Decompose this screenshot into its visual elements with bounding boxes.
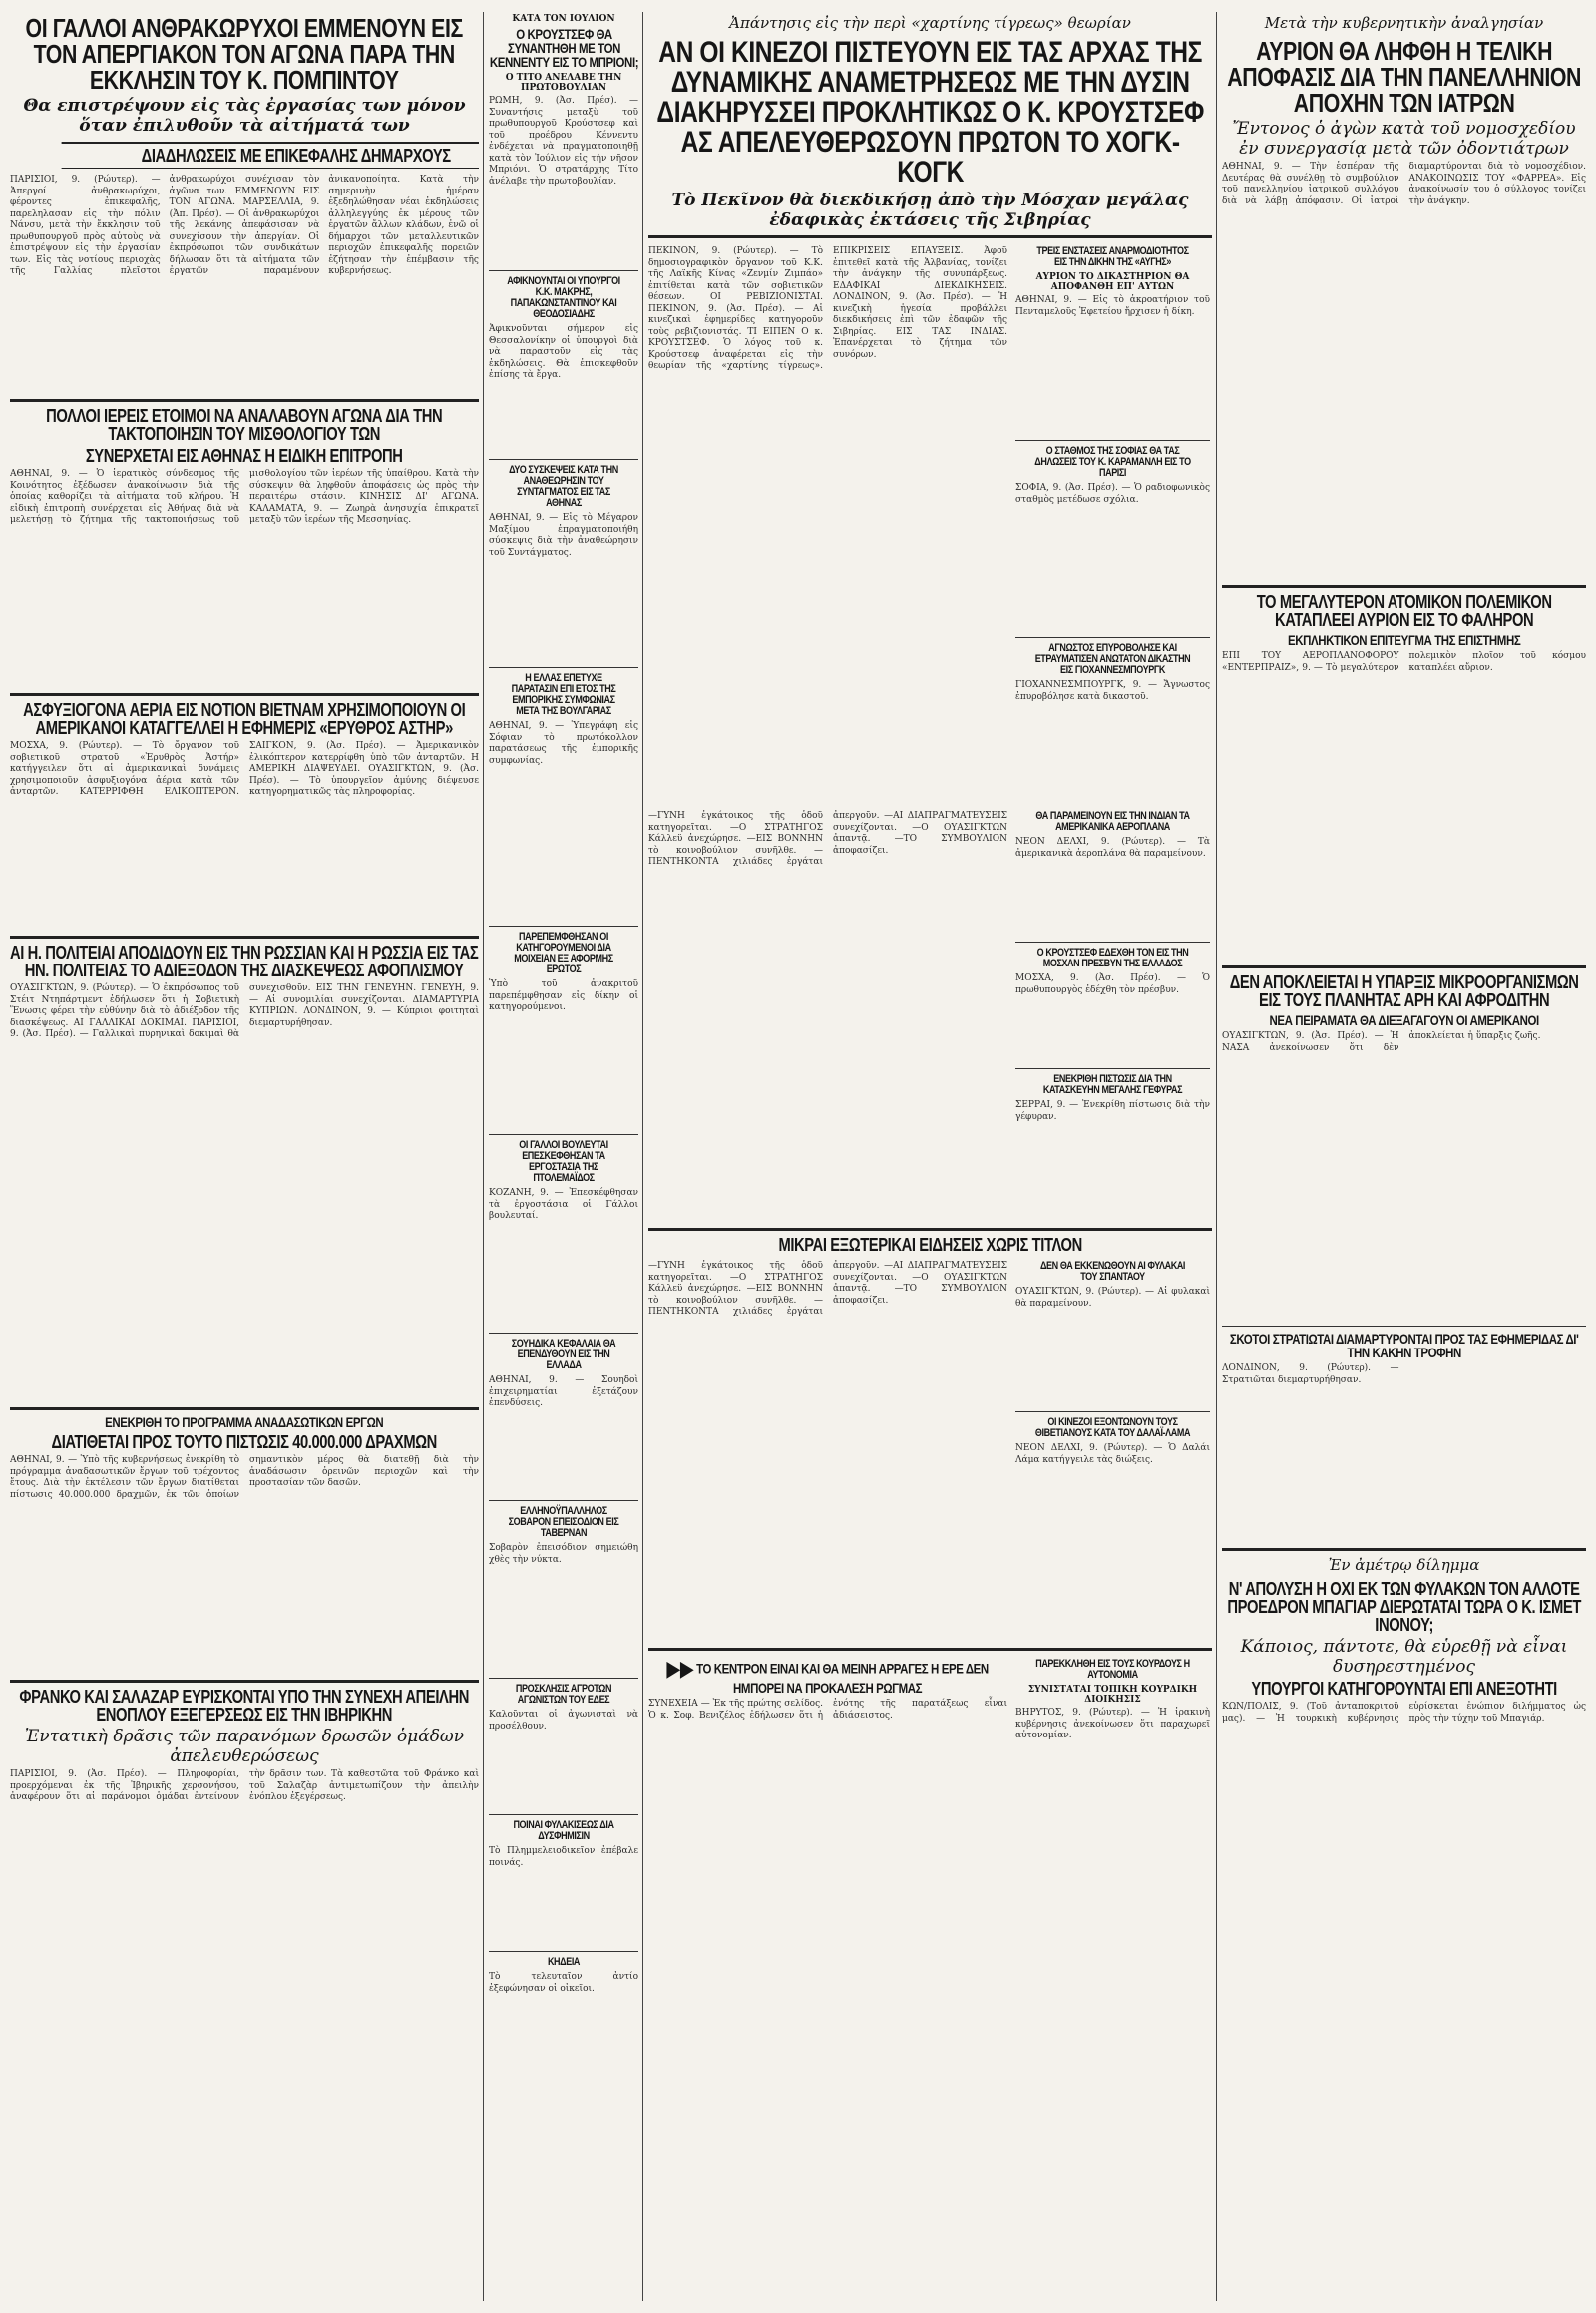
section-rule bbox=[648, 1228, 1212, 1231]
subhead-coal-miners: Θα επιστρέψουν εἰς τὰς ἐργασίας των μόνον ὅταν ἐπιλυθοῦν τὰ αἰτήματά των bbox=[23, 96, 466, 136]
article-body-doctors: ΑΘΗΝΑΙ, 9. — Τὴν ἑσπέραν τῆς Δευτέρας θὰ συνέλθῃ τὸ συμβούλιον τοῦ πανελληνίου ἰατρικοῦ συλλόγου διὰ νὰ λάβῃ ἀπόφασιν. Οἱ ἰατροὶ διαμαρτύρονται διὰ τὸ νομοσχέδιον. ΑΝΑΚΟΙΝΩΣΙΣ ΤΟΥ «ΦΑΡΡΕΑ». Εἰς ἀνακοίνωσίν του ὁ σύλλογος τονίζει τὴν ἀνάγκην. bbox=[1222, 162, 1586, 206]
headline-french-mps: ΟΙ ΓΑΛΛΟΙ ΒΟΥΛΕΥΤΑΙ ΕΠΕΣΚΕΦΘΗΣΑΝ ΤΑ ΕΡΓΟΣΤΑΣΙΑ ΤΗΣ ΠΤΟΛΕΜΑΪΔΟΣ bbox=[519, 1139, 608, 1184]
headline-short-foreign-news: ΜΙΚΡΑΙ ΕΞΩΤΕΡΙΚΑΙ ΕΙΔΗΣΕΙΣ ΧΩΡΙΣ ΤΙΤΛΟΝ bbox=[778, 1235, 1082, 1256]
article-body-defamation: Τὸ Πλημμελειοδικεῖον ἐπέβαλε ποινάς. bbox=[489, 1846, 638, 1868]
article-rule bbox=[489, 1951, 638, 1952]
subhead-enterprise: ΕΚΠΛΗΚΤΙΚΟΝ ΕΠΙΤΕΥΓΜΑ ΤΗΣ ΕΠΙΣΤΗΜΗΣ bbox=[1287, 632, 1521, 649]
headline-funeral: ΚΗΔΕΙΑ bbox=[547, 1956, 581, 1968]
article-body-franco: ΠΑΡΙΣΙΟΙ, 9. (Ἀσ. Πρέσ). — Πληροφορίαι, προερχόμεναι ἐκ τῆς Ἰβηρικῆς χερσονήσου, ἀναφέρουν ὅτι αἱ παράνομοι ὁμάδαι ἐντείνουν τὴν δρᾶσιν των. Τὰ καθεστῶτα τοῦ Φράνκο καὶ τοῦ Σαλαζὰρ ἀντιμετωπίζουν τὴν ἀπειλὴν ἐνόπλου ἐξεγέρσεως. bbox=[10, 1769, 479, 1803]
article-rule bbox=[489, 1678, 638, 1679]
article-body-french-mps: ΚΟΖΑΝΗ, 9. — Ἐπεσκέφθησαν τὰ ἐργοστάσια οἱ Γάλλοι βουλευταί. bbox=[489, 1188, 638, 1221]
article-body-tibet: ΝΕΟΝ ΔΕΛΧΙ, 9. (Ρώυτερ). — Ὁ Δαλάι Λάμα κατήγγειλε τὰς διώξεις. bbox=[1015, 1443, 1210, 1465]
section-rule bbox=[1222, 965, 1586, 968]
article-rule bbox=[1015, 440, 1210, 441]
headline-defamation: ΠΟΙΝΑΙ ΦΥΛΑΚΙΣΕΩΣ ΔΙΑ ΔΥΣΦΗΜΙΣΙΝ bbox=[513, 1819, 614, 1842]
headline-reforestation: ΕΝΕΚΡΙΘΗ ΤΟ ΠΡΟΓΡΑΜΜΑ ΑΝΑΔΑΣΩΤΙΚΩΝ ΕΡΓΩΝ bbox=[105, 1414, 384, 1431]
middle-row bbox=[648, 808, 1212, 1223]
column-4 bbox=[1222, 12, 1586, 2301]
article-body-bridge: ΣΕΡΡΑΙ, 9. — Ἐνεκρίθη πίστωσις διὰ τὴν γέφυραν. bbox=[1015, 1100, 1210, 1122]
article-body-coal-miners: ΠΑΡΙΣΙΟΙ, 9. (Ρώυτερ). — Ἀπεργοί ἀνθρακωρύχοι, φέροντες ἐπικεφαλῆς, παρεληλασαν εἰς τὴν πόλιν Νάνσυ, μετὰ τὴν ἔκκλησιν τοῦ πρωθυπουργοῦ πρὸς αὐτοὺς νὰ ἐπιστρέψουν εἰς τὴν ἐργασίαν των. Εἰς τὰς νοτίους περιοχὰς τῆς Γαλλίας πλεῖστοι ἀνθρακωρύχοι συνέχισαν τὸν ἀγῶνα των. ΕΜΜΕΝΟΥΝ ΕΙΣ ΤΟΝ ΑΓΩΝΑ. ΜΑΡΣΕΛΛΙΑ, 9. (Ἀπ. Πρέσ). — Οἱ ἀνθρακωρύχοι τῆς λεκάνης ἀπεφάσισαν νὰ συνεχίσουν τὴν ἀπεργίαν. Οἱ ἐκπρόσωποι τῶν συνδικάτων δήλωσαν ὅτι τὰ αἰτήματα τῶν ἐργατῶν παραμένουν ἀνικανοποίητα. Κατὰ τὴν σημερινὴν ἡμέραν ἐξεδηλώθησαν νέαι ἐκδηλώσεις ἀλληλεγγύης ἐκ μέρους τῶν ἐργατῶν ἄλλων κλάδων, ἐνῶ οἱ δήμαρχοι τῶν μεταλλευτικῶν περιοχῶν ἐπικεφαλῆς πορειῶν ἐζήτησαν τὴν ἐπέμβασιν τῆς κυβερνήσεως. bbox=[10, 175, 479, 277]
subhead-franco-salazar: Ἐντατικὴ δρᾶσις τῶν παρανόμων δρωσῶν ὁμάδων ἀπελευθερώσεως bbox=[24, 1727, 465, 1766]
section-rule bbox=[648, 235, 1212, 238]
column-1 bbox=[10, 12, 479, 2301]
headline-tibet: ΟΙ ΚΙΝΕΖΟΙ ΕΞΟΝΤΩΝΟΥΝ ΤΟΥΣ ΘΙΒΕΤΙΑΝΟΥΣ ΚΑΤΑ ΤΟΥ ΔΑΛΑΪ-ΛΑΜΑ bbox=[1034, 1416, 1191, 1440]
headline-constitution: ΔΥΟ ΣΥΣΚΕΨΕΙΣ ΚΑΤΑ ΤΗΝ ΑΝΑΘΕΩΡΗΣΙΝ ΤΟΥ ΣΥΝΤΑΓΜΑΤΟΣ ΕΙΣ ΤΑΣ ΑΘΗΝΑΣ bbox=[509, 464, 618, 509]
section-rule bbox=[10, 693, 479, 696]
article-rule bbox=[489, 459, 638, 460]
section-rule bbox=[10, 936, 479, 939]
article-rule bbox=[489, 1814, 638, 1815]
arrow-icon: ▶▶ bbox=[666, 1657, 694, 1683]
column-rule bbox=[642, 12, 643, 2301]
section-rule bbox=[1222, 1548, 1586, 1551]
article-body-tavern: Σοβαρὸν ἐπεισόδιον σημειώθη χθὲς τὴν νύκτα. bbox=[489, 1543, 638, 1565]
subhead-mayors: ΔΙΑΔΗΛΩΣΕΙΣ ΜΕ ΕΠΙΚΕΦΑΛΗΣ ΔΗΜΑΡΧΟΥΣ bbox=[62, 142, 479, 169]
subhead-reforestation: ΔΙΑΤΙΘΕΤΑΙ ΠΡΟΣ ΤΟΥΤΟ ΠΙΣΤΩΣΙΣ 40.000.000 ΔΡΑΧΜΩΝ bbox=[51, 1432, 438, 1453]
section-rule bbox=[10, 1407, 479, 1410]
headline-khrushchev-kennedy: Ο ΚΡΟΥΣΤΣΕΦ ΘΑ ΣΥΝΑΝΤΗΘΗ ΜΕ ΤΟΝ ΚΕΝΝΕΝΤΥ ΕΙΣ ΤΟ ΜΠΡΙΟΝΙ; bbox=[489, 26, 638, 70]
article-rule bbox=[489, 667, 638, 668]
headline-ministers: ΑΦΙΚΝΟΥΝΤΑΙ ΟΙ ΥΠΟΥΡΓΟΙ Κ.Κ. ΜΑΚΡΗΣ, ΠΑΠΑΚΩΝΣΤΑΝΤΙΝΟΥ ΚΑΙ ΘΕΟΔΟΣΙΑΔΗΣ bbox=[507, 275, 620, 320]
headline-tavern-incident: ΕΛΛΗΝΟΫΠΑΛΛΗΛΟΣ ΣΟΒΑΡΟΝ ΕΠΕΙΣΟΔΙΟΝ ΕΙΣ ΤΑΒΕΡΝΑΝ bbox=[508, 1505, 619, 1539]
article-body-vietnam: ΜΟΣΧΑ, 9. (Ρώυτερ). — Τὸ ὄργανον τοῦ σοβιετικοῦ στρατοῦ «Ἐρυθρὸς Ἀστήρ» κατήγγειλεν ὅτι αἱ ἀμερικανικαὶ δυνάμεις χρησιμοποιοῦν ἀσφυξιογόνα ἀέρια κατὰ τῶν ἀνταρτῶν. ΚΑΤΕΡΡΙΦΘΗ ΕΛΙΚΟΠΤΕΡΟΝ. ΣΑΙΓΚΟΝ, 9. (Ἀσ. Πρέσ). — Ἀμερικανικὸν ἑλικόπτερον κατερρίφθη ὑπὸ τῶν ἀνταρτῶν. Η ΑΜΕΡΙΚΗ ΔΙΑΨΕΥΔΕΙ. ΟΥΑΣΙΓΚΤΩΝ, 9. (Ἀσ. Πρέσ). — Τὸ ὑπουργεῖον ἀμύνης διέψευσε κατηγορηματικῶς τὰς πληροφορίας. bbox=[10, 741, 479, 798]
article-rule bbox=[1222, 1326, 1586, 1327]
column-rule bbox=[483, 12, 484, 2301]
headline-coal-miners: ΟΙ ΓΑΛΛΟΙ ΑΝΘΡΑΚΩΡΥΧΟΙ ΕΜΜΕΝΟΥΝ ΕΙΣ ΤΟΝ ΑΠΕΡΓΙΑΚΟΝ ΤΟΝ ΑΓΩΝΑ ΠΑΡΑ ΤΗΝ ΕΚΚΛΗΣΙΝ ΤΟΥ Κ. ΠΟΜΠΙΝΤΟΥ bbox=[25, 13, 464, 95]
column-label: ΚΑΤΑ ΤΟΝ ΙΟΥΛΙΟΝ bbox=[512, 14, 615, 24]
article-body-johannesburg: ΓΙΟΧΑΝΝΕΣΜΠΟΥΡΓΚ, 9. — Ἄγνωστος ἐπυροβόλησε κατὰ δικαστοῦ. bbox=[1015, 680, 1210, 702]
headline-vietnam-gas: ΑΣΦΥΞΙΟΓΟΝΑ ΑΕΡΙΑ ΕΙΣ ΝΟΤΙΟΝ ΒΙΕΤΝΑΜ ΧΡΗΣΙΜΟΠΟΙΟΥΝ ΟΙ ΑΜΕΡΙΚΑΝΟΙ ΚΑΤΑΓΓΕΛΛΕΙ Η ΕΦΗΜΕΡΙΣ «ΕΡΥΘΡΟΣ ΑΣΤΗΡ» bbox=[23, 700, 466, 739]
article-rule bbox=[1015, 637, 1210, 638]
bottom-row bbox=[648, 1656, 1212, 1851]
sidebar-stories-2 bbox=[1015, 808, 1210, 1223]
headline-doctors-strike: ΑΥΡΙΟΝ ΘΑ ΛΗΦΘΗ Η ΤΕΛΙΚΗ ΑΠΟΦΑΣΙΣ ΔΙΑ ΤΗΝ ΠΑΝΕΛΛΗΝΙΟΝ ΑΠΟΧΗΝ ΤΩΝ ΙΑΤΡΩΝ bbox=[1227, 36, 1581, 118]
article-rule bbox=[1015, 1068, 1210, 1069]
article-body-inonu: ΚΩΝ/ΠΟΛΙΣ, 9. (Τοῦ ἀνταποκριτοῦ μας). — Ἡ τουρκικὴ κυβέρνησις εὑρίσκεται ἐνώπιον διλήμματος ὡς πρὸς τὴν τύχην τοῦ Μπαγιάρ. bbox=[1222, 1702, 1586, 1724]
headline-mars-venus: ΔΕΝ ΑΠΟΚΛΕΙΕΤΑΙ Η ΥΠΑΡΞΙΣ ΜΙΚΡΟΟΡΓΑΝΙΣΜΩΝ ΕΙΣ ΤΟΥΣ ΠΛΑΝΗΤΑΣ ΑΡΗ ΚΑΙ ΑΦΡΟΔΙΤΗΝ bbox=[1229, 972, 1579, 1011]
section-rule bbox=[648, 1648, 1212, 1651]
article-rule bbox=[1015, 942, 1210, 943]
article-body-ambassador: ΜΟΣΧΑ, 9. (Ἀσ. Πρέσ). — Ὁ πρωθυπουργὸς ἐδέχθη τὸν πρέσβυν. bbox=[1015, 973, 1210, 995]
headline-bridge: ΕΝΕΚΡΙΘΗ ΠΙΣΤΩΣΙΣ ΔΙΑ ΤΗΝ ΚΑΤΑΣΚΕΥΗΝ ΜΕΓΑΛΗΣ ΓΕΦΥΡΑΣ bbox=[1042, 1073, 1183, 1097]
article-body-ministers: Ἀφικνοῦνται σήμερον εἰς Θεσσαλονίκην οἱ ὑπουργοὶ διὰ νὰ παραστοῦν εἰς τὰς ἐκδηλώσεις. Θὰ ἐπισκεφθοῦν ἐπίσης τὰ ἔργα. bbox=[489, 324, 638, 380]
subhead-siberia: Τὸ Πεκῖνον θὰ διεκδικήσῃ ἀπὸ τὴν Μόσχαν μεγάλας ἐδαφικὰς ἐκτάσεις τῆς Σιβηρίας bbox=[671, 191, 1189, 230]
article-body-sofia: ΣΟΦΙΑ, 9. (Ἀσ. Πρέσ). — Ὁ ραδιοφωνικὸς σταθμὸς μετέδωσε σχόλια. bbox=[1015, 483, 1210, 505]
headline-centre-union-text: ΤΟ ΚΕΝΤΡΟΝ ΕΙΝΑΙ ΚΑΙ ΘΑ ΜΕΙΝΗ ΑΡΡΑΓΕΣ Η ΕΡΕ ΔΕΝ ΗΜΠΟΡΕΙ ΝΑ ΠΡΟΚΑΛΕΣΗ ΡΩΓΜΑΣ bbox=[696, 1660, 990, 1697]
sidebar-stories-3 bbox=[1015, 1258, 1210, 1643]
article-body-spandau: ΟΥΑΣΙΓΚΤΩΝ, 9. (Ρώυτερ). — Αἱ φυλακαὶ θὰ παραμείνουν. bbox=[1015, 1287, 1210, 1309]
column-2 bbox=[489, 12, 638, 2301]
bottom-sidebar bbox=[1015, 1656, 1210, 1851]
headline-khrushchev-china: ΑΝ ΟΙ ΚΙΝΕΖΟΙ ΠΙΣΤΕΥΟΥΝ ΕΙΣ ΤΑΣ ΑΡΧΑΣ ΤΗΣ ΔΥΝΑΜΙΚΗΣ ΑΝΑΜΕΤΡΗΣΕΩΣ ΜΕ ΤΗΝ ΔΥΣΙΝ ΔΙΑΚΗΡΥΣΣΕΙ ΠΡΟΚΛΗΤΙΚΩΣ Ο Κ. ΚΡΟΥΣΤΣΕΦ ΑΣ ΑΠΕΛΕΥΘΕΡΩΣΟΥΝ ΠΡΩΤΟΝ ΤΟ ΧΟΓΚ-ΚΟΓΚ bbox=[656, 36, 1204, 189]
article-body-kurds: ΒΗΡΥΤΟΣ, 9. (Ρώυτερ). — Ἡ ἰρακινὴ κυβέρνησις ἀνεκοίνωσεν ὅτι παραχωρεῖ αὐτονομίαν. bbox=[1015, 1708, 1210, 1741]
lead-story-row bbox=[648, 243, 1212, 808]
article-body-swedish: ΑΘΗΝΑΙ, 9. — Σουηδοὶ ἐπιχειρηματίαι ἐξετάζουν ἐπενδύσεις. bbox=[489, 1375, 638, 1408]
article-body-soldiers: ΛΟΝΔΙΝΟΝ, 9. (Ρώυτερ). — Στρατιῶται διεμαρτυρήθησαν. bbox=[1222, 1363, 1399, 1385]
headline-spandau: ΔΕΝ ΘΑ ΕΚΚΕΝΩΘΟΥΝ ΑΙ ΦΥΛΑΚΑΙ ΤΟΥ ΣΠΑΝΤΑΟΥ bbox=[1039, 1260, 1186, 1284]
headline-avgi-trial: ΤΡΕΙΣ ΕΝΣΤΑΣΕΙΣ ΑΝΑΡΜΟΔΙΟΤΗΤΟΣ ΕΙΣ ΤΗΝ ΔΙΚΗΝ ΤΗΣ «ΑΥΓΗΣ» bbox=[1036, 245, 1189, 269]
article-rule bbox=[489, 270, 638, 271]
section-rule bbox=[1222, 585, 1586, 588]
sidebar-stories bbox=[1015, 243, 1210, 808]
headline-greek-ambassador: Ο ΚΡΟΥΣΤΣΕΦ ΕΔΕΧΘΗ ΤΟΝ ΕΙΣ ΤΗΝ ΜΟΣΧΑΝ ΠΡΕΣΒΥΝ ΤΗΣ ΕΛΛΑΔΟΣ bbox=[1036, 947, 1189, 970]
article-body-funeral: Τὸ τελευταῖον ἀντίο ἐξεφώνησαν οἱ οἰκεῖοι. bbox=[489, 1972, 638, 1994]
article-rule bbox=[489, 1134, 638, 1135]
article-body-disarmament: ΟΥΑΣΙΓΚΤΩΝ, 9. (Ρώυτερ). — Ὁ ἐκπρόσωπος τοῦ Στέιτ Ντηπάρτμεντ ἐδήλωσεν ὅτι ἡ Σοβιετικὴ Ἕνωσις φέρει τὴν εὐθύνην διὰ τὸ ἀδιέξοδον τῆς διασκέψεως. ΑΙ ΓΑΛΛΙΚΑΙ ΔΟΚΙΜΑΙ. ΠΑΡΙΣΙΟΙ, 9. (Ἀσ. Πρέσ). — Γαλλικαὶ πυρηνικαὶ δοκιμαὶ θὰ συνεχισθοῦν. ΕΙΣ ΤΗΝ ΓΕΝΕΥΗΝ. ΓΕΝΕΥΗ, 9. — Αἱ συνομιλίαι συνεχίζονται. ΔΙΑΜΑΡΤΥΡΙΑ ΚΥΠΡΙΩΝ. ΛΟΝΔΙΝΟΝ, 9. — Κύπριοι φοιτηταὶ διεμαρτυρήθησαν. bbox=[10, 983, 479, 1040]
headline-inonu-bayar: Ν' ΑΠΟΛΥΣΗ Η ΟΧΙ ΕΚ ΤΩΝ ΦΥΛΑΚΩΝ ΤΟΝ ΑΛΛΟΤΕ ΠΡΟΕΔΡΟΝ ΜΠΑΓΙΑΡ ΔΙΕΡΩΤΑΤΑΙ ΤΩΡΑ Ο Κ. ΙΣΜΕΤ ΙΝΟΝΟΥ; bbox=[1227, 1579, 1581, 1636]
lower-row bbox=[648, 1258, 1212, 1643]
headline-swedish-capital: ΣΟΥΗΔΙΚΑ ΚΕΦΑΛΑΙΑ ΘΑ ΕΠΕΝΔΥΘΟΥΝ ΕΙΣ ΤΗΝ ΕΛΛΑΔΑ bbox=[511, 1338, 616, 1371]
kicker-government: Μετὰ τὴν κυβερνητικὴν ἀναλγησίαν bbox=[1264, 14, 1544, 32]
headline-franco-salazar: ΦΡΑΝΚΟ ΚΑΙ ΣΑΛΑΖΑΡ ΕΥΡΙΣΚΟΝΤΑΙ ΥΠΟ ΤΗΝ ΣΥΝΕΧΗ ΑΠΕΙΛΗΝ ΕΝΟΠΛΟΥ ΕΞΕΓΕΡΣΕΩΣ ΕΙΣ ΤΗΝ ΙΒΗΡΙΚΗΝ bbox=[19, 1687, 470, 1726]
column-3 bbox=[648, 12, 1212, 2301]
subhead-priests: ΣΥΝΕΡΧΕΤΑΙ ΕΙΣ ΑΘΗΝΑΣ Η ΕΙΔΙΚΗ ΕΠΙΤΡΟΠΗ bbox=[86, 446, 403, 467]
article-rule bbox=[489, 1500, 638, 1501]
kicker-paper-tiger: Ἀπάντησις εἰς τὴν περὶ «χαρτίνης τίγρεως» θεωρίαν bbox=[729, 14, 1131, 32]
headline-enterprise: ΤΟ ΜΕΓΑΛΥΤΕΡΟΝ ΑΤΟΜΙΚΟΝ ΠΟΛΕΜΙΚΟΝ ΚΑΤΑΠΛΕΕΙ ΑΥΡΙΟΝ ΕΙΣ ΤΟ ΦΑΛΗΡΟΝ bbox=[1256, 592, 1552, 631]
article-body-priests: ΑΘΗΝΑΙ, 9. — Ὁ ἱερατικὸς σύνδεσμος τῆς Κοινότητος ἐξέδωσεν ἀνακοίνωσιν διὰ τῆς ὁποίας καθορίζει τὰ αἰτήματα τοῦ κλήρου. Ἡ εἰδικὴ ἐπιτροπὴ συνέρχεται εἰς Ἀθήνας διὰ νὰ μελετήσῃ τὸ ζήτημα τῆς τακτοποιήσεως τοῦ μισθολογίου τῶν ἱερέων τῆς ὑπαίθρου. Κατὰ τὴν σύσκεψιν θὰ ληφθοῦν ἀποφάσεις ὡς πρὸς τὴν περαιτέρω στάσιν. ΚΙΝΗΣΙΣ ΔΙ' ΑΓΩΝΑ. ΚΑΛΑΜΑΤΑ, 9. — Ζωηρὰ ἀνησυχία ἐπικρατεῖ μεταξὺ τῶν ἱερέων τῆς Μεσσηνίας. bbox=[10, 469, 479, 526]
article-body-adultery: Ὑπὸ τοῦ ἀνακριτοῦ παρεπέμφθησαν εἰς δίκην οἱ κατηγορούμενοι. bbox=[489, 979, 638, 1012]
headline-us-planes-india: ΘΑ ΠΑΡΑΜΕΙΝΟΥΝ ΕΙΣ ΤΗΝ ΙΝΔΙΑΝ ΤΑ ΑΜΕΡΙΚΑΝΙΚΑ ΑΕΡΟΠΛΑΝΑ bbox=[1035, 810, 1190, 834]
article-body-china: ΠΕΚΙΝΟΝ, 9. (Ρώυτερ). — Τὸ δημοσιογραφικὸν ὄργανον τοῦ Κ.Κ. τῆς Λαϊκῆς Κίνας «Ζενμίν Ζιμπάο» ἐπιτίθεται κατὰ τῶν σοβιετικῶν θέσεων. ΟΙ ΡΕΒΙΖΙΟΝΙΣΤΑΙ. ΠΕΚΙΝΟΝ, 9. (Ἀσ. Πρέσ). — Αἱ κινεζικαὶ ἐφημερίδες κατηγοροῦν τοὺς ρεβιζιονιστάς. ΤΙ ΕΙΠΕΝ Ο κ. ΚΡΟΥΣΤΣΕΦ. Ὁ λόγος τοῦ κ. Κρούστσεφ ἀναφέρεται εἰς τὴν θεωρίαν τῆς «χαρτίνης τίγρεως». ΕΠΙΚΡΙΣΕΙΣ ΕΠΑΥΞΕΙΣ. Ἀφοῦ ἐπιτεθεῖ κατὰ τῆς Ἀλβανίας, τονίζει τὴν ἀνάγκην τῆς συνυπάρξεως. ΕΔΑΦΙΚΑΙ ΔΙΕΚΔΙΚΗΣΕΙΣ. ΛΟΝΔΙΝΟΝ, 9. (Ἀσ. Πρέσ). — Ἡ κινεζικὴ ἡγεσία προβάλλει διεκδικήσεις ἐπὶ τῶν ἐδαφῶν τῆς Σιβηρίας. ΕΙΣ ΤΑΣ ΙΝΔΙΑΣ. Ἐπανέρχεται τὸ ζήτημα τῶν συνόρων. bbox=[648, 246, 1007, 372]
subhead-doctors: Ἔντονος ὁ ἀγὼν κατὰ τοῦ νομοσχεδίου ἐν συνεργασίᾳ μετὰ τῶν ὀδοντιάτρων bbox=[1232, 119, 1576, 159]
article-body-centre-union: ΣΥΝΕΧΕΙΑ — Ἐκ τῆς πρώτης σελίδος. Ὁ κ. Σοφ. Βενιζέλος ἐδήλωσεν ὅτι ἡ ἑνότης τῆς παρατάξεως εἶναι ἀδιάσειστος. bbox=[648, 1699, 1007, 1721]
article-body-reforestation: ΑΘΗΝΑΙ, 9. — Ὑπὸ τῆς κυβερνήσεως ἐνεκρίθη τὸ πρόγραμμα ἀναδασωτικῶν ἔργων τοῦ τρέχοντος ἔτους. Διὰ τὴν ἐκτέλεσιν τῶν ἔργων διατίθεται πίστωσις 40.000.000 δραχμῶν, ἐκ τῶν ὁποίων σημαντικὸν μέρος θὰ διατεθῇ διὰ τὴν ἀναδάσωσιν ὀρεινῶν περιοχῶν καὶ τὴν προστασίαν τῶν δασῶν. bbox=[10, 1455, 479, 1500]
bottom-lead bbox=[648, 1656, 1007, 1851]
headline-adultery-case: ΠΑΡΕΠΕΜΦΘΗΣΑΝ ΟΙ ΚΑΤΗΓΟΡΟΥΜΕΝΟΙ ΔΙΑ ΜΟΙΧΕΙΑΝ ΕΞ ΑΦΟΡΜΗΣ ΕΡΩΤΟΣ bbox=[514, 931, 613, 975]
headline-scottish-soldiers: ΣΚΟΤΟΙ ΣΤΡΑΤΙΩΤΑΙ ΔΙΑΜΑΡΤΥΡΟΝΤΑΙ ΠΡΟΣ ΤΑΣ ΕΦΗΜΕΡΙΔΑΣ ΔΙ' ΤΗΝ ΚΑΚΗΝ ΤΡΟΦΗΝ bbox=[1229, 1331, 1579, 1361]
kicker-dilemma: Ἐν ἀμέτρῳ δίλημμα bbox=[1328, 1556, 1480, 1575]
headline-bulgaria-trade: Η ΕΛΛΑΣ ΕΠΕΤΥΧΕ ΠΑΡΑΤΑΣΙΝ ΕΠΙ ΕΤΟΣ ΤΗΣ ΕΜΠΟΡΙΚΗΣ ΣΥΜΦΩΝΙΑΣ ΜΕΤΑ ΤΗΣ ΒΟΥΛΓΑΡΙΑΣ bbox=[511, 672, 616, 717]
headline-priests: ΠΟΛΛΟΙ ΙΕΡΕΙΣ ΕΤΟΙΜΟΙ ΝΑ ΑΝΑΛΑΒΟΥΝ ΑΓΩΝΑ ΔΙΑ ΤΗΝ ΤΑΚΤΟΠΟΙΗΣΙΝ ΤΟΥ ΜΙΣΘΟΛΟΓΙΟΥ ΤΩΝ bbox=[46, 406, 443, 445]
article-body-bulgaria: ΑΘΗΝΑΙ, 9. — Ὑπεγράφη εἰς Σόφιαν τὸ πρωτόκολλον παρατάσεως τῆς ἐμπορικῆς συμφωνίας. bbox=[489, 721, 638, 766]
section-rule bbox=[10, 399, 479, 402]
section-rule bbox=[10, 1680, 479, 1683]
article-body-brioni: ΡΩΜΗ, 9. (Ἀσ. Πρέσ). — Συναντήσις μεταξὺ τοῦ πρωθυπουργοῦ Κρούστσεφ καὶ τοῦ προέδρου Κέννεντυ ἐνδέχεται νὰ πραγματοποιηθῇ κατὰ τὸν Ἰούλιον εἰς τὴν νῆσον Μπριόνι. Ὁ στρατάρχης Τίτο ἀνέλαβε τὴν πρωτοβουλίαν. bbox=[489, 96, 638, 187]
headline-johannesburg: ΑΓΝΩΣΤΟΣ ΕΠΥΡΟΒΟΛΗΣΕ ΚΑΙ ΕΤΡΑΥΜΑΤΙΣΕΝ ΑΝΩΤΑΤΟΝ ΔΙΚΑΣΤΗΝ ΕΙΣ ΓΙΟΧΑΝΝΕΣΜΠΟΥΡΓΚ bbox=[1034, 642, 1191, 677]
article-body-constitution: ΑΘΗΝΑΙ, 9. — Εἰς τὸ Μέγαρον Μαξίμου ἐπραγματοποιήθη σύσκεψις διὰ τὴν ἀναθεώρησιν τοῦ Συντάγματος. bbox=[489, 513, 638, 558]
subhead-avgi-trial: ΑΥΡΙΟΝ ΤΟ ΔΙΚΑΣΤΗΡΙΟΝ ΘΑ ΑΠΟΦΑΝΘΗ ΕΠ' ΑΥΤΩΝ bbox=[1035, 272, 1190, 293]
article-body-china-continued: —ΓΥΝΗ ἐγκάτοικος τῆς ὁδοῦ κατηγορεῖται. —Ο ΣΤΡΑΤΗΓΟΣ Κάλλεϋ ἀνεχώρησε. —ΕΙΣ ΒΟΝΝΗΝ τὸ κοινοβούλιον συνῆλθε. —ΠΕΝΤΗΚΟΝΤΑ χιλιάδες ἐργάται ἀπεργοῦν. —ΑΙ ΔΙΑΠΡΑΓΜΑΤΕΥΣΕΙΣ συνεχίζονται. —Ο ΟΥΑΣΙΓΚΤΩΝ ἀπαντᾷ. —ΤΟ ΣΥΜΒΟΥΛΙΟΝ ἀποφασίζει. bbox=[648, 811, 1007, 868]
article-body-short-news: —ΓΥΝΗ ἐγκάτοικος τῆς ὁδοῦ κατηγορεῖται. —Ο ΣΤΡΑΤΗΓΟΣ Κάλλεϋ ἀνεχώρησε. —ΕΙΣ ΒΟΝΝΗΝ τὸ κοινοβούλιον συνῆλθε. —ΠΕΝΤΗΚΟΝΤΑ χιλιάδες ἐργάται ἀπεργοῦν. —ΑΙ ΔΙΑΠΡΑΓΜΑΤΕΥΣΕΙΣ συνεχίζονται. —Ο ΟΥΑΣΙΓΚΤΩΝ ἀπαντᾷ. —ΤΟ ΣΥΜΒΟΥΛΙΟΝ ἀποφασίζει. bbox=[648, 1261, 1007, 1318]
subhead-inonu: Κάποιος, πάντοτε, θὰ εὑρεθῇ νὰ εἶναι δυσηρεστημένος bbox=[1240, 1637, 1568, 1677]
article-body-mars: ΟΥΑΣΙΓΚΤΩΝ, 9. (Ἀσ. Πρέσ). — Ἡ ΝΑΣΑ ἀνεκοίνωσεν ὅτι δὲν ἀποκλείεται ἡ ὕπαρξις ζωῆς. bbox=[1222, 1031, 1541, 1053]
headline-edes-fighters: ΠΡΟΣΚΛΗΣΙΣ ΑΓΡΟΤΩΝ ΑΓΩΝΙΣΤΩΝ ΤΟΥ ΕΔΕΣ bbox=[515, 1683, 612, 1706]
article-rule bbox=[489, 1333, 638, 1334]
column-rule bbox=[1216, 12, 1217, 2301]
headline-sofia-station: Ο ΣΤΑΘΜΟΣ ΤΗΣ ΣΟΦΙΑΣ ΘΑ ΤΑΣ ΔΗΛΩΣΕΙΣ ΤΟΥ Κ. ΚΑΡΑΜΑΝΛΗ ΕΙΣ ΤΟ ΠΑΡΙΣΙ bbox=[1034, 445, 1191, 480]
subhead-kurds: ΣΥΝΙΣΤΑΤΑΙ ΤΟΠΙΚΗ ΚΟΥΡΔΙΚΗ ΔΙΟΙΚΗΣΙΣ bbox=[1027, 1685, 1198, 1706]
headline-kurds: ΠΑΡΕΚΚΛΗΘΗ ΕΙΣ ΤΟΥΣ ΚΟΥΡΔΟΥΣ Η ΑΥΤΟΝΟΜΙΑ bbox=[1035, 1658, 1190, 1682]
headline-disarmament: ΑΙ Η. ΠΟΛΙΤΕΙΑΙ ΑΠΟΔΙΔΟΥΝ ΕΙΣ ΤΗΝ ΡΩΣΣΙΑΝ ΚΑΙ Η ΡΩΣΣΙΑ ΕΙΣ ΤΑΣ ΗΝ. ΠΟΛΙΤΕΙΑΣ ΤΟ ΑΔΙΕΞΟΔΟΝ ΤΗΣ ΔΙΑΣΚΕΨΕΩΣ ΑΦΟΠΛΙΣΜΟΥ bbox=[10, 943, 479, 981]
article-body-edes: Καλοῦνται οἱ ἀγωνισταὶ νὰ προσέλθουν. bbox=[489, 1710, 638, 1732]
headline-centre-union bbox=[648, 1659, 1007, 1695]
article-rule bbox=[1015, 1411, 1210, 1412]
article-rule bbox=[489, 926, 638, 927]
subhead-mars-venus: ΝΕΑ ΠΕΙΡΑΜΑΤΑ ΘΑ ΔΙΕΞΑΓΑΓΟΥΝ ΟΙ ΑΜΕΡΙΚΑΝΟΙ bbox=[1269, 1012, 1539, 1029]
article-body-avgi: ΑΘΗΝΑΙ, 9. — Εἰς τὸ ἀκροατήριον τοῦ Πενταμελοῦς Ἐφετείου ἤρχισεν ἡ δίκη. bbox=[1015, 295, 1210, 317]
subhead-ministers-accused: ΥΠΟΥΡΓΟΙ ΚΑΤΗΓΟΡΟΥΝΤΑΙ ΕΠΙ ΑΝΕΞΟΤΗΤΙ bbox=[1251, 1679, 1557, 1700]
article-body-planes: ΝΕΟΝ ΔΕΛΧΙ, 9. (Ρώυτερ). — Τὰ ἀμερικανικὰ ἀεροπλάνα θὰ παραμείνουν. bbox=[1015, 837, 1210, 859]
article-body-enterprise: ΕΠΙ ΤΟΥ ΑΕΡΟΠΛΑΝΟΦΟΡΟΥ «ΕΝΤΕΡΠΡΑΙΖ», 9. — Τὸ μεγαλύτερον πολεμικὸν πλοῖον τοῦ κόσμου καταπλέει αὔριον. bbox=[1222, 651, 1586, 673]
subhead-tito: Ο ΤΙΤΟ ΑΝΕΛΑΒΕ ΤΗΝ ΠΡΩΤΟΒΟΥΛΙΑΝ bbox=[505, 73, 622, 93]
